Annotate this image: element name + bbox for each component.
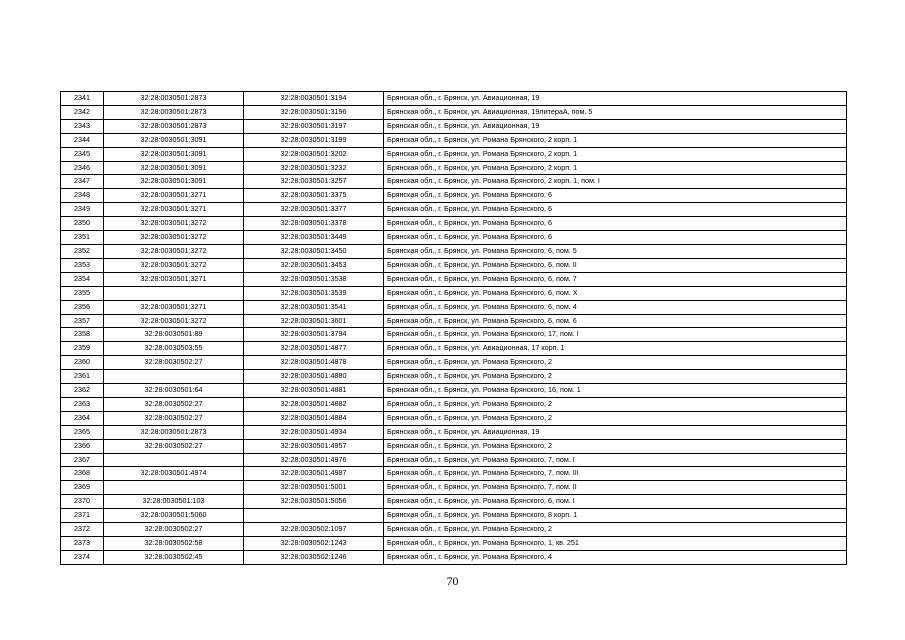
table-row <box>61 356 847 370</box>
parent-cadastral-number-cell: 32:28:0030501:3272 <box>104 314 244 328</box>
table-row <box>61 189 847 203</box>
row-number-cell: 2359 <box>61 342 104 356</box>
table-row <box>61 244 847 258</box>
table-row <box>61 523 847 537</box>
parent-cadastral-number-cell: 32:28:0030501:3272 <box>104 231 244 245</box>
cadastral-number-cell <box>244 509 384 523</box>
parent-cadastral-number-cell: 32:28:0030502:58 <box>104 537 244 551</box>
cadastral-number-cell: 32:28:0030501:3199 <box>244 133 384 147</box>
row-number-cell: 2341 <box>61 92 104 106</box>
cadastral-number-cell: 32:28:0030501:3378 <box>244 217 384 231</box>
table-row <box>61 161 847 175</box>
table-row <box>61 328 847 342</box>
cadastral-number-cell: 32:28:0030501:4976 <box>244 453 384 467</box>
cadastral-registry-table <box>60 91 847 565</box>
cadastral-number-cell: 32:28:0030501:3197 <box>244 119 384 133</box>
parent-cadastral-number-cell: 32:28:0030501:4974 <box>104 467 244 481</box>
table-row <box>61 425 847 439</box>
cadastral-number-cell: 32:28:0030501:3449 <box>244 231 384 245</box>
cadastral-number-cell: 32:28:0030501:4884 <box>244 411 384 425</box>
cadastral-number-cell: 32:28:0030501:3196 <box>244 105 384 119</box>
parent-cadastral-number-cell: 32:28:0030502:45 <box>104 550 244 564</box>
table-row <box>61 147 847 161</box>
parent-cadastral-number-cell: 32:28:0030501:3271 <box>104 272 244 286</box>
address-cell: Брянская обл., г. Брянск, ул. Романа Брянского, 6, пом. 7 <box>384 272 847 286</box>
table-row <box>61 481 847 495</box>
address-cell: Брянская обл., г. Брянск, ул. Романа Брянского, 2 <box>384 370 847 384</box>
parent-cadastral-number-cell: 32:28:0030501:2873 <box>104 92 244 106</box>
parent-cadastral-number-cell: 32:28:0030503:55 <box>104 342 244 356</box>
table-row <box>61 105 847 119</box>
parent-cadastral-number-cell: 32:28:0030501:103 <box>104 495 244 509</box>
parent-cadastral-number-cell: 32:28:0030501:3272 <box>104 217 244 231</box>
parent-cadastral-number-cell: 32:28:0030501:3271 <box>104 189 244 203</box>
row-number-cell: 2356 <box>61 300 104 314</box>
cadastral-number-cell: 32:28:0030501:4882 <box>244 397 384 411</box>
cadastral-number-cell: 32:28:0030502:1097 <box>244 523 384 537</box>
cadastral-number-cell: 32:28:0030501:3257 <box>244 175 384 189</box>
parent-cadastral-number-cell: 32:28:0030502:27 <box>104 523 244 537</box>
table-row <box>61 370 847 384</box>
cadastral-number-cell: 32:28:0030501:4880 <box>244 370 384 384</box>
address-cell: Брянская обл., г. Брянск, ул. Романа Брянского, 2 корп. 1 <box>384 133 847 147</box>
table-row <box>61 453 847 467</box>
table-row <box>61 133 847 147</box>
row-number-cell: 2348 <box>61 189 104 203</box>
row-number-cell: 2349 <box>61 203 104 217</box>
cadastral-number-cell: 32:28:0030501:4881 <box>244 384 384 398</box>
row-number-cell: 2360 <box>61 356 104 370</box>
cadastral-number-cell: 32:28:0030501:3194 <box>244 92 384 106</box>
address-cell: Брянская обл., г. Брянск, ул. Романа Брянского, 6 <box>384 231 847 245</box>
row-number-cell: 2357 <box>61 314 104 328</box>
row-number-cell: 2353 <box>61 258 104 272</box>
row-number-cell: 2368 <box>61 467 104 481</box>
row-number-cell: 2352 <box>61 244 104 258</box>
address-cell: Брянская обл., г. Брянск, ул. Авиационная, 17 корп. 1 <box>384 342 847 356</box>
parent-cadastral-number-cell: 32:28:0030501:2873 <box>104 105 244 119</box>
address-cell: Брянская обл., г. Брянск, ул. Романа Брянского, 2 <box>384 439 847 453</box>
cadastral-number-cell: 32:28:0030501:4934 <box>244 425 384 439</box>
row-number-cell: 2351 <box>61 231 104 245</box>
row-number-cell: 2344 <box>61 133 104 147</box>
address-cell: Брянская обл., г. Брянск, ул. Авиационная, 19литераА, пом. 5 <box>384 105 847 119</box>
parent-cadastral-number-cell: 32:28:0030501:64 <box>104 384 244 398</box>
cadastral-number-cell: 32:28:0030501:3794 <box>244 328 384 342</box>
parent-cadastral-number-cell: 32:28:0030502:27 <box>104 439 244 453</box>
address-cell: Брянская обл., г. Брянск, ул. Романа Брянского, 6, пом. 6 <box>384 314 847 328</box>
address-cell: Брянская обл., г. Брянск, ул. Романа Брянского, 6, пом. II <box>384 258 847 272</box>
row-number-cell: 2362 <box>61 384 104 398</box>
cadastral-number-cell: 32:28:0030501:3453 <box>244 258 384 272</box>
address-cell: Брянская обл., г. Брянск, ул. Романа Брянского, 6, пом. I <box>384 495 847 509</box>
cadastral-number-cell: 32:28:0030501:5001 <box>244 481 384 495</box>
cadastral-number-cell: 32:28:0030501:3377 <box>244 203 384 217</box>
address-cell: Брянская обл., г. Брянск, ул. Авиационная, 19 <box>384 92 847 106</box>
address-cell: Брянская обл., г. Брянск, ул. Романа Брянского, 16, пом. 1 <box>384 384 847 398</box>
address-cell: Брянская обл., г. Брянск, ул. Романа Брянского, 2 <box>384 397 847 411</box>
cadastral-number-cell: 32:28:0030501:3375 <box>244 189 384 203</box>
parent-cadastral-number-cell: 32:28:0030502:27 <box>104 397 244 411</box>
cadastral-number-cell: 32:28:0030501:3450 <box>244 244 384 258</box>
row-number-cell: 2372 <box>61 523 104 537</box>
table-row <box>61 397 847 411</box>
table-row <box>61 231 847 245</box>
address-cell: Брянская обл., г. Брянск, ул. Романа Брянского, 7, пом. II <box>384 481 847 495</box>
parent-cadastral-number-cell: 32:28:0030501:3091 <box>104 161 244 175</box>
row-number-cell: 2342 <box>61 105 104 119</box>
address-cell: Брянская обл., г. Брянск, ул. Романа Брянского, 7, пом. I <box>384 453 847 467</box>
row-number-cell: 2370 <box>61 495 104 509</box>
address-cell: Брянская обл., г. Брянск, ул. Романа Брянского, 2 <box>384 411 847 425</box>
registry-table-body <box>61 92 847 565</box>
parent-cadastral-number-cell <box>104 481 244 495</box>
address-cell: Брянская обл., г. Брянск, ул. Романа Брянского, 6, пом. 5 <box>384 244 847 258</box>
parent-cadastral-number-cell: 32:28:0030501:89 <box>104 328 244 342</box>
parent-cadastral-number-cell: 32:28:0030501:2873 <box>104 119 244 133</box>
row-number-cell: 2364 <box>61 411 104 425</box>
cadastral-number-cell: 32:28:0030501:3539 <box>244 286 384 300</box>
parent-cadastral-number-cell: 32:28:0030501:3091 <box>104 175 244 189</box>
cadastral-number-cell: 32:28:0030501:4878 <box>244 356 384 370</box>
address-cell: Брянская обл., г. Брянск, ул. Романа Брянского, 6, пом. 4 <box>384 300 847 314</box>
row-number-cell: 2373 <box>61 537 104 551</box>
cadastral-number-cell: 32:28:0030501:3541 <box>244 300 384 314</box>
row-number-cell: 2343 <box>61 119 104 133</box>
parent-cadastral-number-cell: 32:28:0030501:3091 <box>104 147 244 161</box>
row-number-cell: 2374 <box>61 550 104 564</box>
address-cell: Брянская обл., г. Брянск, ул. Романа Брянского, 2 корп. 1, пом. I <box>384 175 847 189</box>
parent-cadastral-number-cell: 32:28:0030501:3271 <box>104 300 244 314</box>
cadastral-number-cell: 32:28:0030501:5056 <box>244 495 384 509</box>
row-number-cell: 2358 <box>61 328 104 342</box>
row-number-cell: 2367 <box>61 453 104 467</box>
table-row <box>61 495 847 509</box>
cadastral-number-cell: 32:28:0030501:3232 <box>244 161 384 175</box>
cadastral-number-cell: 32:28:0030501:3538 <box>244 272 384 286</box>
row-number-cell: 2345 <box>61 147 104 161</box>
row-number-cell: 2350 <box>61 217 104 231</box>
cadastral-number-cell: 32:28:0030501:3601 <box>244 314 384 328</box>
parent-cadastral-number-cell: 32:28:0030501:2873 <box>104 425 244 439</box>
cadastral-number-cell: 32:28:0030502:1246 <box>244 550 384 564</box>
address-cell: Брянская обл., г. Брянск, ул. Романа Брянского, 6 <box>384 217 847 231</box>
table-row <box>61 384 847 398</box>
cadastral-number-cell: 32:28:0030502:1243 <box>244 537 384 551</box>
address-cell: Брянская обл., г. Брянск, ул. Романа Брянского, 8 корп. 1 <box>384 509 847 523</box>
row-number-cell: 2366 <box>61 439 104 453</box>
table-row <box>61 537 847 551</box>
address-cell: Брянская обл., г. Брянск, ул. Романа Брянского, 2 <box>384 356 847 370</box>
row-number-cell: 2363 <box>61 397 104 411</box>
address-cell: Брянская обл., г. Брянск, ул. Романа Брянского, 6 <box>384 203 847 217</box>
address-cell: Брянская обл., г. Брянск, ул. Романа Брянского, 6, пом. X <box>384 286 847 300</box>
parent-cadastral-number-cell: 32:28:0030501:3272 <box>104 258 244 272</box>
address-cell: Брянская обл., г. Брянск, ул. Романа Брянского, 6 <box>384 189 847 203</box>
address-cell: Брянская обл., г. Брянск, ул. Авиационная, 19 <box>384 425 847 439</box>
page-number: 70 <box>446 574 459 588</box>
table-row <box>61 272 847 286</box>
row-number-cell: 2369 <box>61 481 104 495</box>
table-row <box>61 92 847 106</box>
parent-cadastral-number-cell: 32:28:0030501:3091 <box>104 133 244 147</box>
table-row <box>61 258 847 272</box>
table-row <box>61 439 847 453</box>
parent-cadastral-number-cell: 32:28:0030501:5060 <box>104 509 244 523</box>
parent-cadastral-number-cell: 32:28:0030501:3272 <box>104 244 244 258</box>
row-number-cell: 2365 <box>61 425 104 439</box>
address-cell: Брянская обл., г. Брянск, ул. Романа Брянского, 4 <box>384 550 847 564</box>
row-number-cell: 2346 <box>61 161 104 175</box>
table-row <box>61 550 847 564</box>
table-row <box>61 314 847 328</box>
parent-cadastral-number-cell <box>104 453 244 467</box>
row-number-cell: 2347 <box>61 175 104 189</box>
address-cell: Брянская обл., г. Брянск, ул. Романа Брянского, 17, пом. I <box>384 328 847 342</box>
table-row <box>61 411 847 425</box>
row-number-cell: 2355 <box>61 286 104 300</box>
table-row <box>61 175 847 189</box>
address-cell: Брянская обл., г. Брянск, ул. Авиационная, 19 <box>384 119 847 133</box>
table-row <box>61 203 847 217</box>
parent-cadastral-number-cell <box>104 286 244 300</box>
address-cell: Брянская обл., г. Брянск, ул. Романа Брянского, 2 корп. 1 <box>384 161 847 175</box>
parent-cadastral-number-cell: 32:28:0030502:27 <box>104 356 244 370</box>
table-row <box>61 119 847 133</box>
table-row <box>61 342 847 356</box>
table-row <box>61 467 847 481</box>
row-number-cell: 2354 <box>61 272 104 286</box>
address-cell: Брянская обл., г. Брянск, ул. Романа Брянского, 1, кв. 251 <box>384 537 847 551</box>
cadastral-number-cell: 32:28:0030501:4957 <box>244 439 384 453</box>
parent-cadastral-number-cell <box>104 370 244 384</box>
cadastral-number-cell: 32:28:0030501:4877 <box>244 342 384 356</box>
table-row <box>61 509 847 523</box>
parent-cadastral-number-cell: 32:28:0030502:27 <box>104 411 244 425</box>
address-cell: Брянская обл., г. Брянск, ул. Романа Брянского, 7, пом. III <box>384 467 847 481</box>
cadastral-number-cell: 32:28:0030501:3202 <box>244 147 384 161</box>
cadastral-number-cell: 32:28:0030501:4987 <box>244 467 384 481</box>
row-number-cell: 2371 <box>61 509 104 523</box>
row-number-cell: 2361 <box>61 370 104 384</box>
table-row <box>61 217 847 231</box>
table-row <box>61 300 847 314</box>
parent-cadastral-number-cell: 32:28:0030501:3271 <box>104 203 244 217</box>
address-cell: Брянская обл., г. Брянск, ул. Романа Брянского, 2 <box>384 523 847 537</box>
address-cell: Брянская обл., г. Брянск, ул. Романа Брянского, 2 корп. 1 <box>384 147 847 161</box>
table-row <box>61 286 847 300</box>
